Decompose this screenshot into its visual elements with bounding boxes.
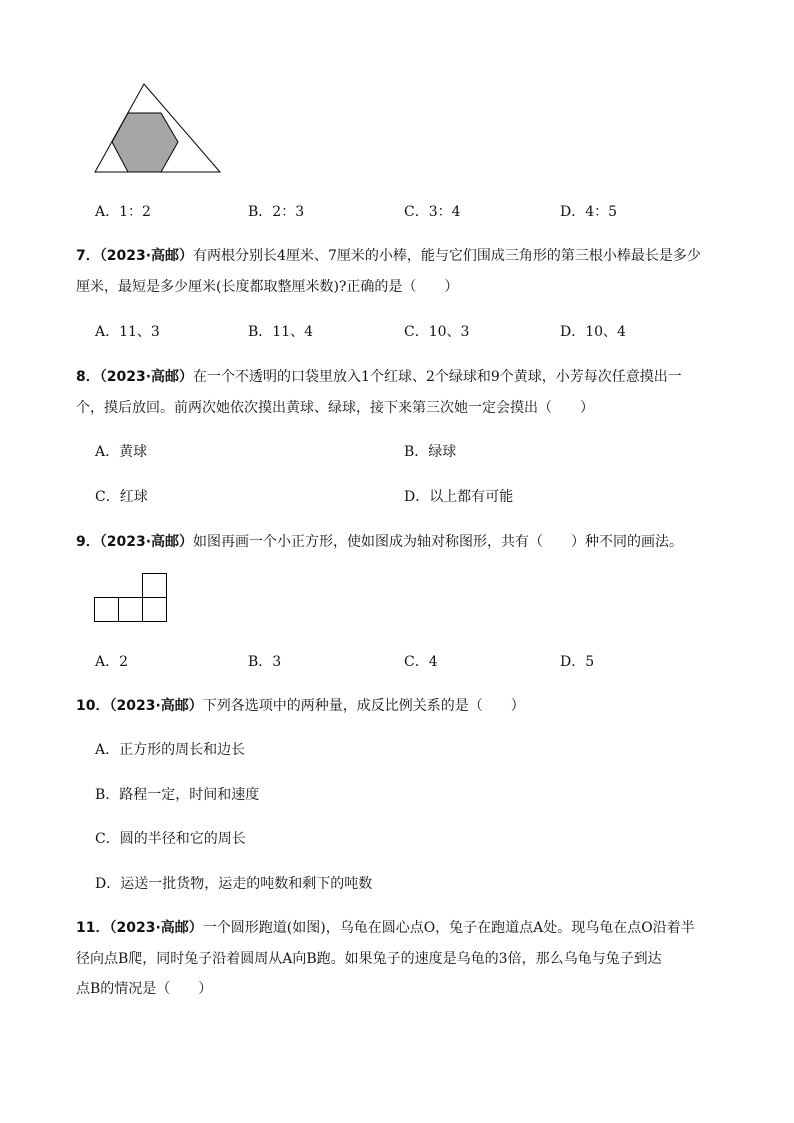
q7-option-c[interactable]: C．10、3: [404, 324, 470, 340]
q8-option-c[interactable]: C．红球: [95, 489, 148, 505]
q11-stem-line1: [76, 917, 695, 937]
triangle-hexagon-figure: [90, 80, 230, 180]
q9-option-c[interactable]: C．4: [404, 654, 438, 670]
q10-number: 10．: [76, 698, 110, 714]
q6-option-b[interactable]: B．2：3: [248, 204, 305, 220]
q7-option-d[interactable]: D．10、4: [560, 324, 626, 340]
q10-text: 下列各选项中的两种量，成反比例关系的是（ ）: [202, 698, 525, 714]
squares-figure: [94, 573, 174, 625]
q9-option-a[interactable]: A．2: [95, 654, 129, 670]
q7-number: 7．: [76, 248, 100, 264]
q11-number: 11．: [76, 920, 110, 936]
q10-option-c[interactable]: C．圆的半径和它的周长: [95, 831, 246, 847]
q11-text: 一个圆形跑道(如图)，乌龟在圆心点O，兔子在跑道点A处。现乌龟在点O沿着半: [202, 920, 695, 936]
q6-option-d[interactable]: D．4：5: [560, 204, 618, 220]
q7-text: 有两根分别长4厘米、7厘米的小棒，能与它们围成三角形的第三根小棒最长是多少: [193, 248, 701, 264]
q6-option-c[interactable]: C．3：4: [404, 204, 461, 220]
q9-option-d[interactable]: D．5: [560, 654, 595, 670]
q8-number: 8．: [76, 369, 100, 385]
q8-option-b[interactable]: B．绿球: [404, 444, 457, 460]
q8-option-a[interactable]: A．黄球: [95, 444, 148, 460]
q8-stem-line1: [76, 366, 682, 386]
q11-stem-line3: 点B的情况是（ ）: [76, 981, 213, 997]
q11-source: （2023·高邮）: [109, 920, 203, 936]
q8-stem-line2: 个，摸后放回。前两次她依次摸出黄球、绿球，接下来第三次她一定会摸出（ ）: [76, 400, 594, 416]
q7-option-b[interactable]: B．11、4: [248, 324, 314, 340]
q10-stem-line1: [76, 695, 525, 715]
q10-option-a[interactable]: A．正方形的周长和边长: [95, 742, 246, 758]
q9-number: 9．: [76, 534, 100, 550]
q7-stem-line2: 厘米，最短是多少厘米(长度都取整厘米数)?正确的是（ ）: [76, 279, 459, 295]
q8-option-d[interactable]: D．以上都有可能: [404, 489, 514, 505]
q8-source: （2023·高邮）: [99, 369, 194, 385]
q10-option-d[interactable]: D．运送一批货物，运走的吨数和剩下的吨数: [95, 876, 373, 892]
q9-text: 如图再画一个小正方形，使如图成为轴对称图形，共有（ ）种不同的画法。: [193, 534, 684, 550]
q11-stem-line2: 径向点B爬，同时兔子沿着圆周从A向B跑。如果兔子的速度是乌龟的3倍，那么乌龟与兔子到达: [76, 951, 662, 967]
q9-option-b[interactable]: B．3: [248, 654, 282, 670]
q8-text: 在一个不透明的口袋里放入1个红球、2个绿球和9个黄球，小芳每次任意摸出一: [193, 369, 682, 385]
q7-source: （2023·高邮）: [99, 248, 194, 264]
q7-option-a[interactable]: A．11、3: [95, 324, 160, 340]
q9-source: （2023·高邮）: [99, 534, 194, 550]
q7-stem-line1: [76, 245, 701, 265]
q10-option-b[interactable]: B．路程一定，时间和速度: [95, 787, 260, 803]
q10-source: （2023·高邮）: [109, 698, 203, 714]
q9-stem-line1: [76, 531, 683, 551]
q6-option-a[interactable]: A．1：2: [95, 204, 151, 220]
